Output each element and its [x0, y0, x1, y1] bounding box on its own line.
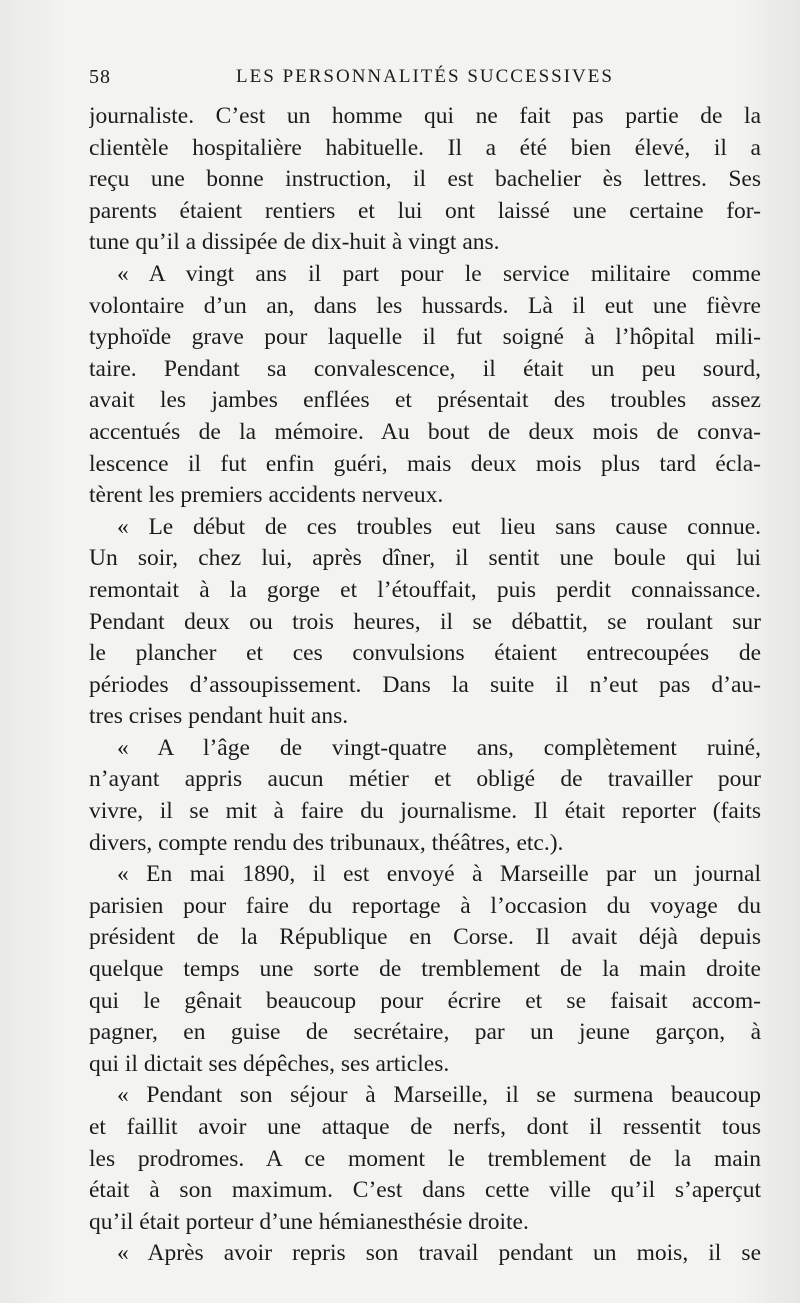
text-line: le plancher et ces convulsions étaient entrecoupées de [89, 640, 761, 667]
text-line: périodes d’assoupissement. Dans la suite il n’eut pas d’au- [89, 671, 761, 698]
running-head [89, 62, 761, 92]
text-line: et faillit avoir une attaque de nerfs, dont il ressentit tous [89, 1114, 761, 1140]
text-line: président de la République en Corse. Il avait déjà depuis [89, 924, 761, 951]
text-line: Un soir, chez lui, après dîner, il sentit une boule qui lui [89, 545, 761, 572]
text-line: était à son maximum. C’est dans cette ville qu’il s’aperçut [89, 1177, 761, 1204]
text-line: « A l’âge de vingt-quatre ans, complètement ruiné, [117, 734, 761, 761]
text-line: tune qu’il a dissipée de dix-huit à vingt ans. [89, 229, 500, 256]
text-line: tres crises pendant huit ans. [89, 703, 349, 730]
text-line: « En mai 1890, il est envoyé à Marseille par un journal [117, 861, 761, 888]
text-line: parents étaient rentiers et lui ont laissé une certaine for- [89, 197, 761, 224]
text-line: journaliste. C’est un homme qui ne fait pas partie de la [89, 103, 761, 129]
page-number: 58 [89, 66, 111, 88]
text-line: lescence il fut enfin guéri, mais deux mois plus tard écla- [89, 450, 761, 477]
text-line: tèrent les premiers accidents nerveux. [89, 482, 444, 509]
text-line: divers, compte rendu des tribunaux, théâtres, etc.). [89, 829, 564, 856]
text-line: n’ayant appris aucun métier et obligé de travailler pour [89, 766, 761, 793]
text-line: « Le début de ces troubles eut lieu sans cause connue. [117, 513, 761, 540]
text-line: volontaire d’un an, dans les hussards. Là il eut une fièvre [89, 292, 761, 319]
text-line: clientèle hospitalière habituelle. Il a été bien élevé, il a [89, 134, 761, 161]
text-line: quelque temps une sorte de tremblement de la main droite [89, 956, 761, 983]
running-title: LES PERSONNALITÉS SUCCESSIVES [236, 66, 614, 87]
text-line: qui il dictait ses dépêches, ses articles. [89, 1050, 450, 1077]
text-line: pagner, en guise de secrétaire, par un jeune garçon, à [89, 1019, 761, 1046]
text-line: parisien pour faire du reportage à l’occasion du voyage du [89, 892, 761, 919]
text-line: accentués de la mémoire. Au bout de deux mois de conva- [89, 418, 761, 445]
text-line: remontait à la gorge et l’étouffait, puis perdit connaissance. [89, 576, 761, 603]
text-line: qui le gênait beaucoup pour écrire et se faisait accom- [89, 987, 761, 1014]
body-text [89, 101, 761, 1270]
text-line: Pendant deux ou trois heures, il se débattit, se roulant sur [89, 608, 761, 635]
text-line: taire. Pendant sa convalescence, il était un peu sourd, [89, 355, 761, 382]
text-line: les prodromes. A ce moment le tremblement de la main [89, 1145, 761, 1172]
text-line: vivre, il se mit à faire du journalisme. Il était reporter (faits [89, 798, 761, 825]
text-line: « Pendant son séjour à Marseille, il se surmena beaucoup [117, 1082, 761, 1109]
text-line: avait les jambes enflées et présentait des troubles assez [89, 387, 761, 414]
text-line: qu’il était porteur d’une hémianesthésie droite. [89, 1208, 529, 1235]
text-line: typhoïde grave pour laquelle il fut soigné à l’hôpital mili- [89, 324, 761, 351]
text-line: reçu une bonne instruction, il est bachelier ès lettres. Ses [89, 166, 761, 193]
text-line: « Après avoir repris son travail pendant un mois, il se [117, 1240, 761, 1267]
text-line: « A vingt ans il part pour le service militaire comme [117, 260, 761, 287]
